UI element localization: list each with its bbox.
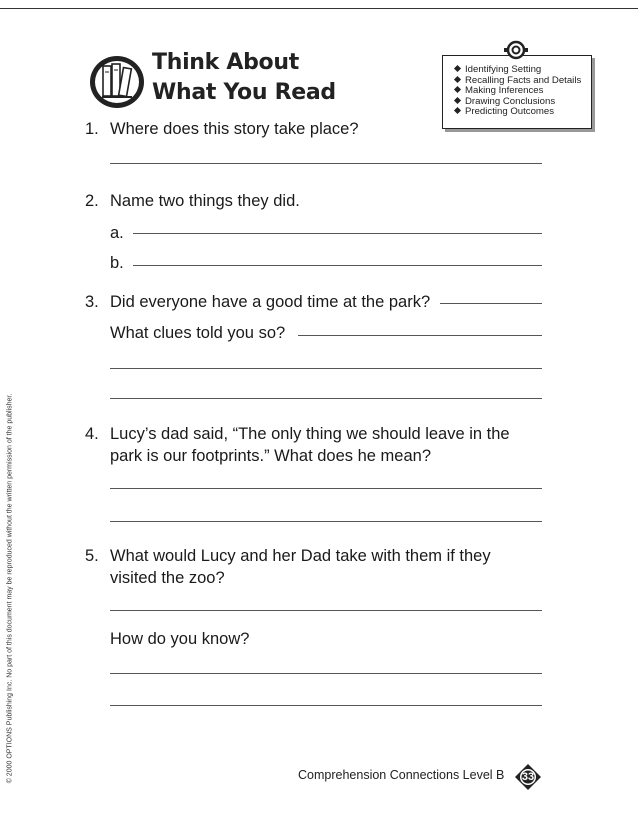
answer-line[interactable]	[440, 303, 542, 304]
question-1-text: Where does this story take place?	[110, 120, 359, 138]
question-4-line-1: Lucy’s dad said, “The only thing we should leave in the	[110, 425, 510, 443]
question-number: 5.	[85, 547, 99, 565]
books-icon	[88, 52, 146, 110]
diamond-bullet-icon	[454, 107, 461, 114]
diamond-bullet-icon	[454, 65, 461, 72]
title-line-1: Think About	[152, 50, 299, 75]
question-number: 3.	[85, 293, 99, 311]
page-number: 33	[521, 771, 535, 783]
answer-line[interactable]	[110, 163, 542, 164]
footer-text: Comprehension Connections Level B	[298, 768, 505, 782]
skill-label: Predicting Outcomes	[465, 106, 555, 117]
answer-line[interactable]	[133, 265, 542, 266]
question-5-line-2: visited the zoo?	[110, 569, 225, 587]
page-title	[152, 48, 336, 108]
question-4-line-2: park is our footprints.” What does he mean?	[110, 447, 431, 465]
skill-label: Recalling Facts and Details	[465, 74, 582, 86]
answer-line[interactable]	[110, 488, 542, 489]
skill-label: Drawing Conclusions	[465, 95, 556, 107]
answer-line[interactable]	[110, 398, 542, 399]
chain-link-icon	[503, 39, 529, 61]
diamond-bullet-icon	[454, 86, 461, 93]
question-5-followup: How do you know?	[110, 630, 250, 648]
answer-line[interactable]	[110, 610, 542, 611]
question-number: 4.	[85, 425, 99, 443]
skill-label: Identifying Setting	[465, 64, 542, 75]
answer-line[interactable]	[298, 335, 542, 336]
copyright-notice: © 2000 OPTIONS Publishing Inc. No part of this document may be reproduced without the written permission of the publisher.	[6, 393, 14, 784]
question-3-followup: What clues told you so?	[110, 324, 286, 342]
skills-list	[443, 56, 591, 118]
answer-label-a: a.	[110, 224, 124, 242]
title-line-2: What You Read	[152, 80, 336, 105]
answer-line[interactable]	[110, 521, 542, 522]
answer-line[interactable]	[133, 233, 542, 234]
skill-label: Making Inferences	[465, 85, 544, 96]
top-border-rule	[0, 8, 638, 9]
question-3-text: Did everyone have a good time at the park?	[110, 293, 431, 311]
diamond-bullet-icon	[454, 96, 461, 103]
question-number: 2.	[85, 192, 99, 210]
answer-line[interactable]	[110, 368, 542, 369]
question-2-text: Name two things they did.	[110, 192, 300, 210]
skills-box	[442, 55, 592, 129]
skill-item	[453, 107, 591, 118]
answer-line[interactable]	[110, 673, 542, 674]
question-5-line-1: What would Lucy and her Dad take with them if they	[110, 547, 491, 565]
question-number: 1.	[85, 120, 99, 138]
answer-label-b: b.	[110, 254, 124, 272]
answer-line[interactable]	[110, 705, 542, 706]
diamond-bullet-icon	[454, 75, 461, 82]
